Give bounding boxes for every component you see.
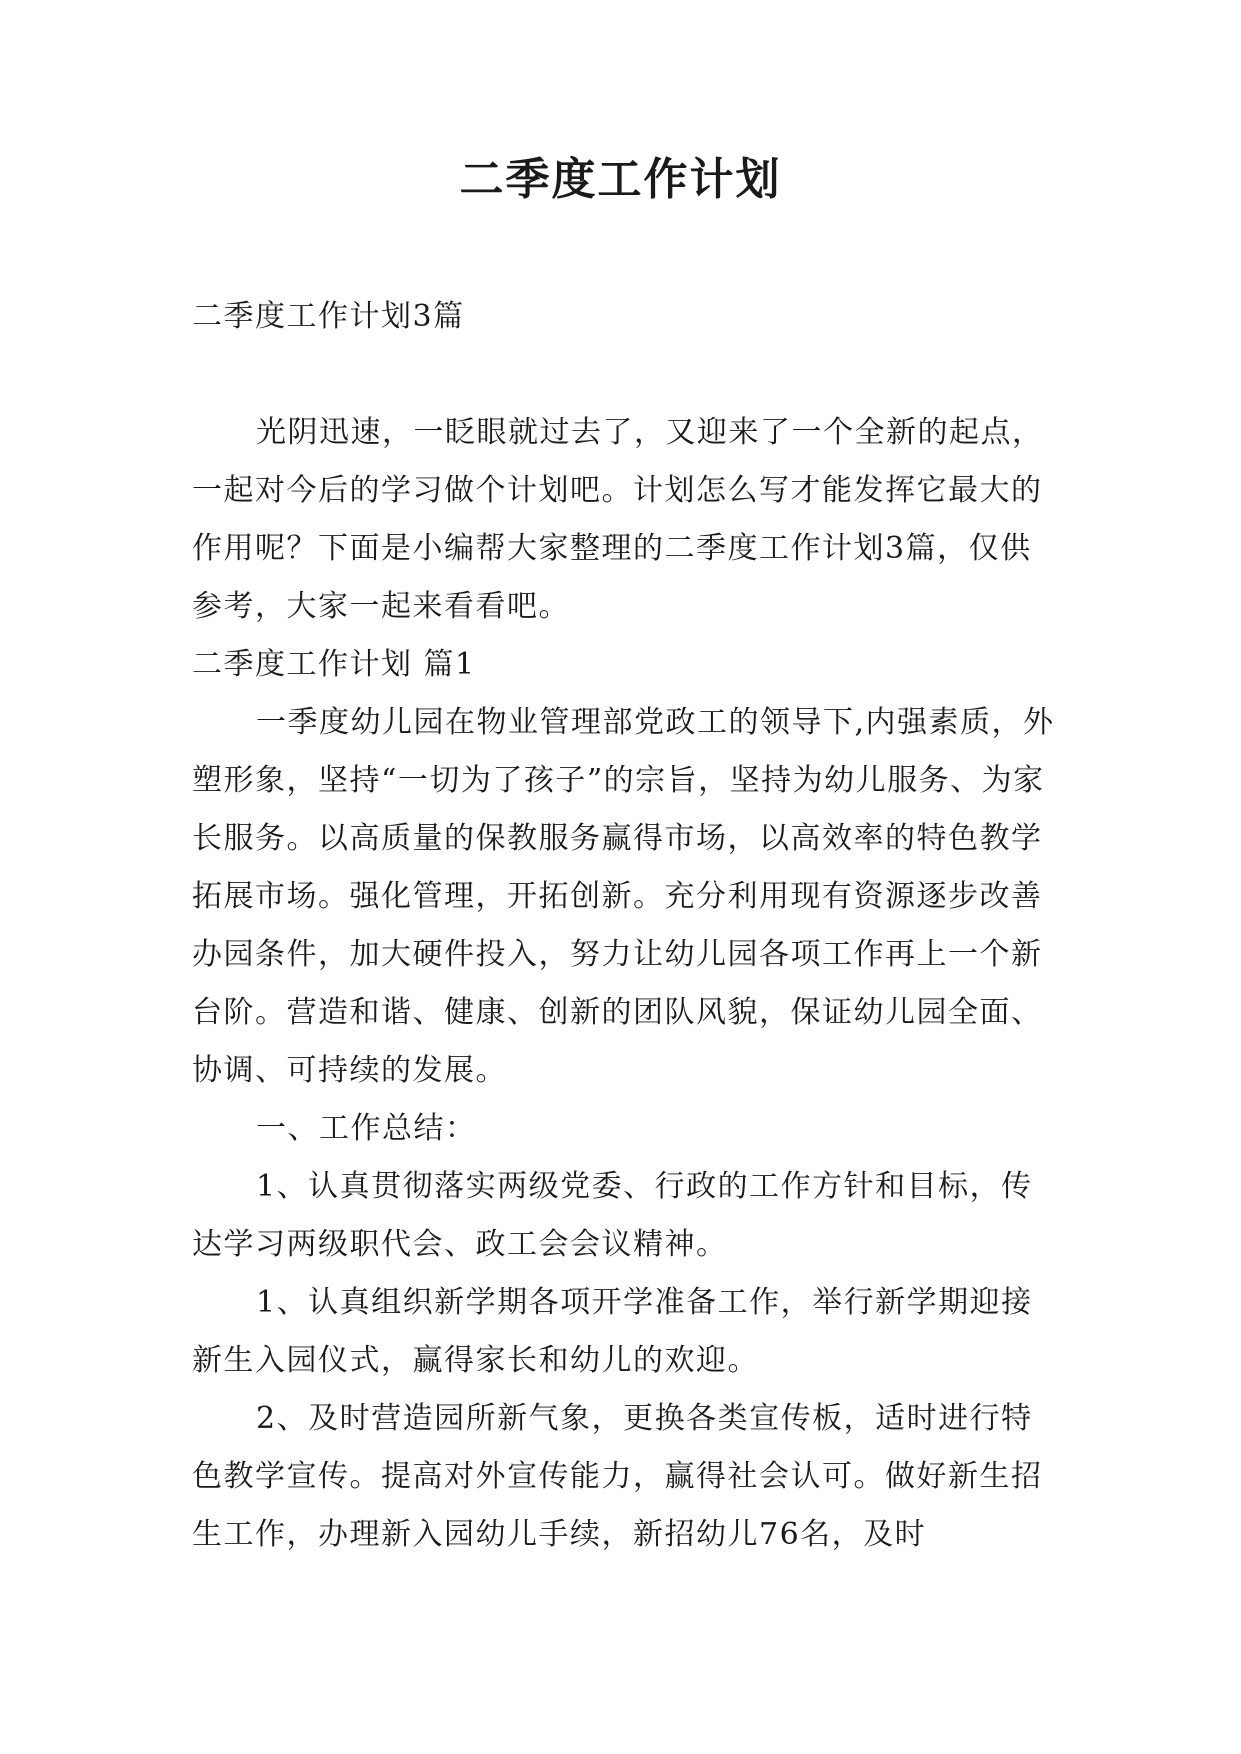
list-item: 2、及时营造园所新气象，更换各类宣传板，适时进行特色教学宣传。提高对外宣传能力，赢得社会认可。做好新生招生工作，办理新入园幼儿手续，新招幼儿76名，及时 [192, 1401, 1043, 1552]
summary-heading: 一、工作总结： [256, 1111, 477, 1146]
document-subtitle: 二季度工作计划3篇 [192, 299, 465, 334]
intro-paragraph: 光阴迅速，一眨眼就过去了，又迎来了一个全新的起点，一起对今后的学习做个计划吧。计划怎么写才能发挥它最大的作用呢？下面是小编帮大家整理的二季度工作计划3篇，仅供参考，大家一起来看看吧。 [192, 415, 1044, 624]
section-heading: 二季度工作计划 篇1 [192, 647, 476, 682]
list-item: 1、认真组织新学期各项开学准备工作，举行新学期迎接新生入园仪式，赢得家长和幼儿的欢迎。 [192, 1285, 1033, 1378]
body-paragraph: 一季度幼儿园在物业管理部党政工的领导下,内强素质，外塑形象，坚持“一切为了孩子”的宗旨，坚持为幼儿服务、为家长服务。以高质量的保教服务赢得市场，以高效率的特色教学拓展市场。强化管理，开拓创新。充分利用现有资源逐步改善办园条件，加大硬件投入，努力让幼儿园各项工作再上一个新台阶。营造和谐、健康、创新的团队风貌，保证幼儿园全面、协调、可持续的发展。 [192, 705, 1055, 1088]
document-body [192, 288, 1062, 1564]
list-item: 1、认真贯彻落实两级党委、行政的工作方针和目标，传达学习两级职代会、政工会会议精神。 [192, 1169, 1033, 1262]
document-title: 二季度工作计划 [459, 154, 782, 205]
